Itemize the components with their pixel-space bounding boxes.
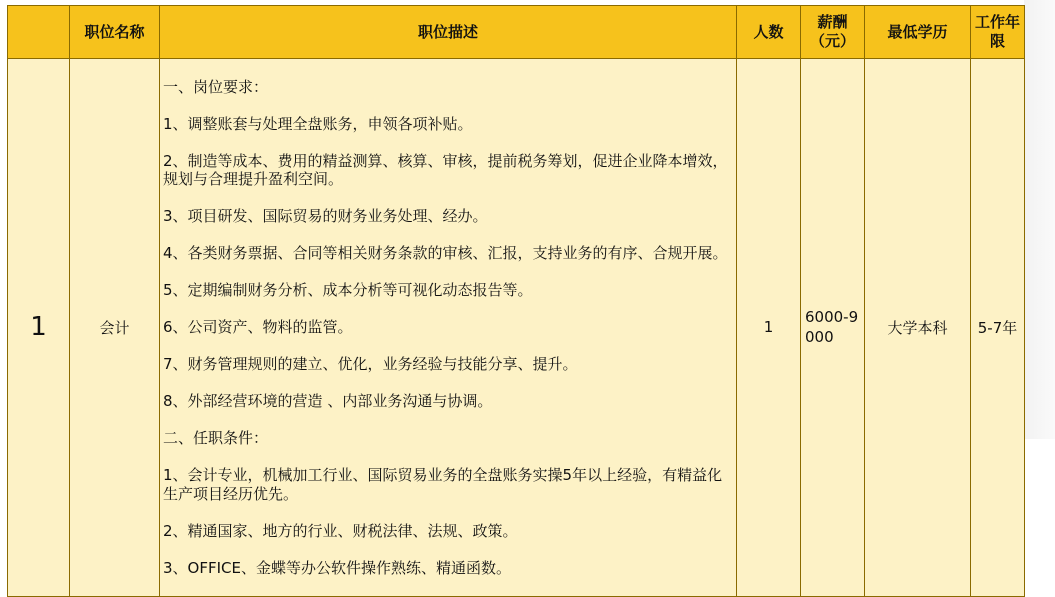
description-line: 2、精通国家、地方的行业、财税法律、法规、政策。 xyxy=(163,521,518,540)
header-job-description: 职位描述 xyxy=(160,6,737,59)
description-line: 1、调整账套与处理全盘账务，申领各项补贴。 xyxy=(163,114,473,133)
description-line: 2、制造等成本、费用的精益测算、核算、审核，提前税务筹划，促进企业降本增效，规划与合理提升盈利空间。 xyxy=(163,151,728,188)
education-cell: 大学本科 xyxy=(865,59,971,597)
row-index: 1 xyxy=(8,59,70,597)
description-line: 8、外部经营环境的营造 、内部业务沟通与协调。 xyxy=(163,392,493,410)
description-line: 3、项目研发、国际贸易的财务业务处理、经办。 xyxy=(163,207,488,225)
header-education: 最低学历 xyxy=(865,6,971,59)
salary-cell: 6000-9000 xyxy=(801,59,865,597)
page-margin xyxy=(1024,0,1055,439)
table-row xyxy=(8,59,1025,597)
description-line: 一、岗位要求： xyxy=(163,77,269,96)
header-job-title: 职位名称 xyxy=(70,6,160,59)
description-line: 3、OFFICE、金蝶等办公软件操作熟练、精通函数。 xyxy=(163,558,511,577)
experience-cell: 5-7年 xyxy=(971,59,1025,597)
description-line: 1、会计专业，机械加工行业、国际贸易业务的全盘账务实操5年以上经验，有精益化生产项目经历优先。 xyxy=(163,466,723,503)
header-headcount: 人数 xyxy=(737,6,801,59)
header-experience: 工作年限 xyxy=(971,6,1025,59)
description-line: 4、各类财务票据、合同等相关财务条款的审核、汇报，支持业务的有序、合规开展。 xyxy=(163,244,728,262)
description-line: 5、定期编制财务分析、成本分析等可视化动态报告等。 xyxy=(163,281,533,299)
headcount-cell: 1 xyxy=(737,59,801,597)
description-line: 7、财务管理规则的建立、优化，业务经验与技能分享、提升。 xyxy=(163,355,578,373)
header-salary: 薪酬（元） xyxy=(801,6,865,59)
job-description-cell xyxy=(160,59,737,597)
job-title-cell: 会计 xyxy=(70,59,160,597)
header-index xyxy=(8,6,70,59)
description-line: 二、任职条件： xyxy=(163,429,269,447)
job-table xyxy=(7,5,1025,597)
description-line: 6、公司资产、物料的监管。 xyxy=(163,318,353,336)
job-table-container xyxy=(7,5,1024,577)
header-row xyxy=(8,6,1025,59)
